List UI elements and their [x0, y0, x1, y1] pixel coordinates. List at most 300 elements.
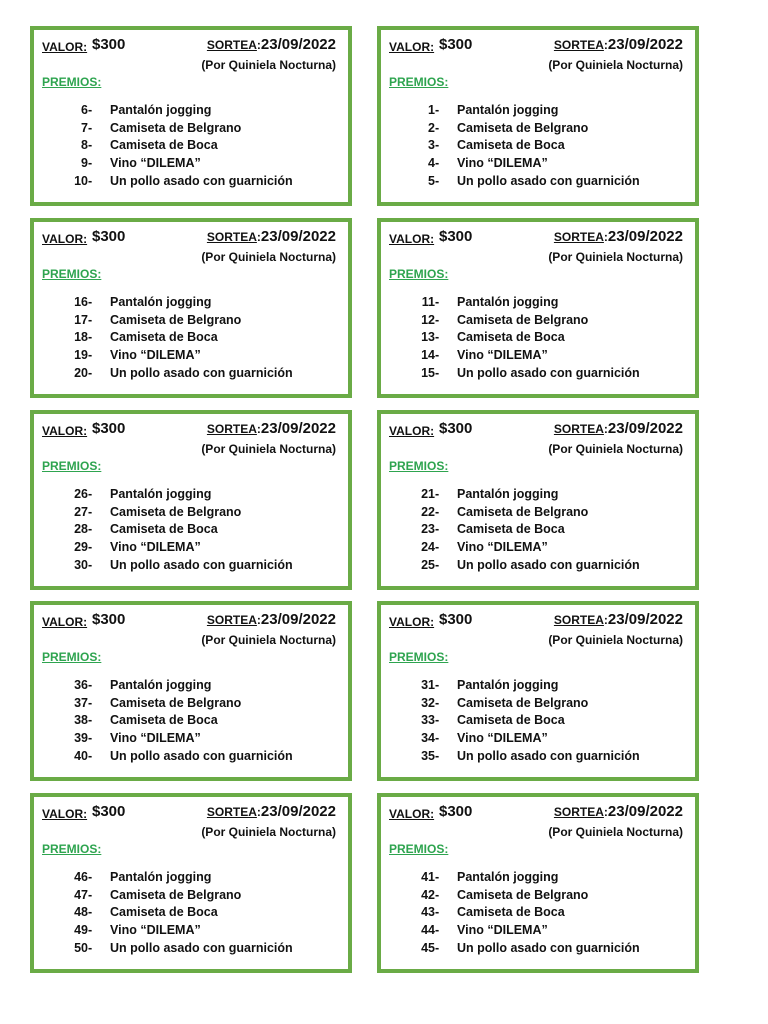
- prize-dash: -: [435, 348, 440, 363]
- sortea-info: [207, 228, 336, 246]
- prize-dash: -: [435, 138, 440, 153]
- prize-item: [64, 486, 293, 504]
- prize-number: 10: [74, 173, 88, 188]
- prize-number: 32: [421, 695, 435, 710]
- prize-number: 17: [74, 312, 88, 327]
- prize-item: [64, 539, 293, 557]
- prize-number: 39: [74, 731, 88, 746]
- ticket-price: $300: [439, 611, 473, 628]
- prize-dash: -: [435, 504, 440, 519]
- prize-dash: -: [435, 365, 440, 380]
- draw-note: (Por Quiniela Nocturna): [201, 442, 336, 456]
- prize-item: [64, 102, 293, 120]
- prize-item: [64, 365, 293, 383]
- sortea-colon: :: [603, 230, 608, 244]
- ticket-header: [42, 803, 336, 823]
- prize-list: [64, 294, 293, 382]
- prize-name: Pantalón jogging: [457, 487, 559, 501]
- prize-number: 16: [74, 295, 88, 309]
- valor-label: VALOR:: [389, 424, 435, 438]
- sortea-info: [207, 611, 336, 629]
- prize-dash: -: [88, 870, 93, 884]
- raffle-ticket-5: [30, 410, 352, 590]
- draw-date: 23/09/2022: [607, 228, 683, 245]
- prize-name: Camiseta de Boca: [110, 330, 218, 345]
- prize-dash: -: [88, 348, 93, 363]
- raffle-ticket-1: [30, 26, 352, 206]
- prize-name: Un pollo asado con guarnición: [110, 173, 293, 188]
- ticket-price: $300: [92, 36, 126, 53]
- prize-number: 36: [74, 678, 88, 692]
- prize-number: 19: [74, 348, 88, 363]
- prize-dash: -: [88, 748, 93, 763]
- valor-label: VALOR:: [42, 40, 88, 54]
- prize-number: 45: [421, 940, 435, 955]
- draw-note: (Por Quiniela Nocturna): [548, 442, 683, 456]
- sortea-colon: :: [256, 38, 261, 52]
- sortea-colon: :: [256, 805, 261, 819]
- prize-item: [411, 869, 640, 887]
- sortea-info: [554, 420, 683, 438]
- sortea-info: [554, 611, 683, 629]
- prize-dash: -: [435, 695, 440, 710]
- valor-label: VALOR:: [389, 615, 435, 629]
- prize-name: Camiseta de Boca: [457, 330, 565, 345]
- prize-item: [411, 329, 640, 347]
- draw-date: 23/09/2022: [260, 803, 336, 820]
- prize-item: [64, 347, 293, 365]
- sortea-label: SORTEA: [206, 613, 257, 627]
- sortea-colon: :: [256, 613, 261, 627]
- prize-number: 20: [74, 365, 88, 380]
- prize-dash: -: [88, 295, 93, 309]
- raffle-ticket-7: [30, 601, 352, 781]
- prize-dash: -: [88, 731, 93, 746]
- valor-label: VALOR:: [42, 615, 88, 629]
- prize-name: Camiseta de Belgrano: [457, 312, 589, 327]
- prize-number: 27: [74, 504, 88, 519]
- prize-dash: -: [435, 748, 440, 763]
- prize-item: [411, 102, 640, 120]
- prize-item: [411, 748, 640, 766]
- prize-item: [64, 557, 293, 575]
- prize-name: Vino “DILEMA”: [457, 731, 548, 746]
- prize-list: [411, 102, 640, 190]
- prize-name: Camiseta de Boca: [110, 522, 218, 537]
- ticket-price: $300: [92, 803, 126, 820]
- draw-note: (Por Quiniela Nocturna): [548, 633, 683, 647]
- prize-name: Pantalón jogging: [110, 103, 212, 117]
- prize-dash: -: [88, 522, 93, 537]
- draw-note: (Por Quiniela Nocturna): [548, 250, 683, 264]
- prize-name: Vino “DILEMA”: [110, 156, 201, 171]
- prize-dash: -: [435, 557, 440, 572]
- draw-date: 23/09/2022: [607, 803, 683, 820]
- prize-name: Pantalón jogging: [457, 295, 559, 309]
- prize-number: 37: [74, 695, 88, 710]
- prize-dash: -: [435, 940, 440, 955]
- prize-list: [411, 486, 640, 574]
- prize-number: 7: [81, 120, 88, 135]
- prize-item: [64, 869, 293, 887]
- ticket-header: [42, 611, 336, 631]
- sortea-label: SORTEA: [206, 422, 257, 436]
- prize-name: Camiseta de Belgrano: [110, 887, 242, 902]
- prize-list: [411, 677, 640, 765]
- sortea-label: SORTEA: [553, 230, 604, 244]
- prize-number: 41: [421, 870, 435, 884]
- ticket-header: [42, 36, 336, 56]
- prize-item: [411, 347, 640, 365]
- prize-dash: -: [435, 713, 440, 728]
- ticket-header: [42, 420, 336, 440]
- premios-label: PREMIOS:: [42, 459, 102, 473]
- sortea-colon: :: [256, 230, 261, 244]
- prize-name: Pantalón jogging: [457, 870, 559, 884]
- prize-item: [64, 155, 293, 173]
- prize-dash: -: [88, 923, 93, 938]
- valor-label: VALOR:: [42, 232, 88, 246]
- draw-note: (Por Quiniela Nocturna): [548, 58, 683, 72]
- valor-label: VALOR:: [42, 807, 88, 821]
- prize-name: Vino “DILEMA”: [457, 348, 548, 363]
- prize-name: Camiseta de Boca: [110, 905, 218, 920]
- prize-dash: -: [88, 330, 93, 345]
- prize-name: Camiseta de Belgrano: [110, 120, 242, 135]
- prize-item: [411, 173, 640, 191]
- prize-item: [411, 521, 640, 539]
- prize-name: Un pollo asado con guarnición: [110, 557, 293, 572]
- ticket-price: $300: [92, 420, 126, 437]
- prize-name: Camiseta de Belgrano: [457, 120, 589, 135]
- prize-list: [411, 869, 640, 957]
- prize-number: 1: [428, 103, 435, 117]
- prize-item: [64, 677, 293, 695]
- draw-note: (Por Quiniela Nocturna): [548, 825, 683, 839]
- prize-item: [64, 887, 293, 905]
- prize-name: Camiseta de Belgrano: [457, 887, 589, 902]
- sortea-colon: :: [603, 805, 608, 819]
- prize-name: Un pollo asado con guarnición: [457, 557, 640, 572]
- prize-number: 42: [421, 887, 435, 902]
- prize-number: 12: [421, 312, 435, 327]
- premios-label: PREMIOS:: [42, 75, 102, 89]
- raffle-ticket-4: [377, 218, 699, 398]
- prize-name: Camiseta de Belgrano: [110, 504, 242, 519]
- prize-item: [64, 712, 293, 730]
- sortea-info: [554, 36, 683, 54]
- sortea-info: [554, 803, 683, 821]
- ticket-price: $300: [439, 36, 473, 53]
- prize-number: 43: [421, 905, 435, 920]
- ticket-header: [389, 803, 683, 823]
- sortea-label: SORTEA: [553, 422, 604, 436]
- prize-item: [64, 940, 293, 958]
- valor-label: VALOR:: [389, 807, 435, 821]
- ticket-price: $300: [439, 420, 473, 437]
- prize-item: [64, 521, 293, 539]
- prize-item: [411, 557, 640, 575]
- prize-number: 18: [74, 330, 88, 345]
- valor-label: VALOR:: [389, 40, 435, 54]
- premios-label: PREMIOS:: [389, 267, 449, 281]
- prize-item: [64, 137, 293, 155]
- sortea-label: SORTEA: [553, 38, 604, 52]
- prize-number: 21: [421, 487, 435, 501]
- prize-dash: -: [88, 713, 93, 728]
- prize-name: Camiseta de Boca: [110, 138, 218, 153]
- prize-item: [411, 730, 640, 748]
- prize-item: [411, 712, 640, 730]
- prize-number: 26: [74, 487, 88, 501]
- prize-dash: -: [88, 905, 93, 920]
- draw-date: 23/09/2022: [607, 611, 683, 628]
- ticket-header: [389, 420, 683, 440]
- prize-item: [411, 137, 640, 155]
- prize-item: [411, 504, 640, 522]
- draw-date: 23/09/2022: [607, 420, 683, 437]
- prize-dash: -: [435, 731, 440, 746]
- prize-dash: -: [435, 330, 440, 345]
- prize-dash: -: [88, 487, 93, 501]
- prize-item: [64, 312, 293, 330]
- sortea-info: [207, 36, 336, 54]
- premios-label: PREMIOS:: [389, 75, 449, 89]
- prize-name: Un pollo asado con guarnición: [110, 748, 293, 763]
- prize-item: [64, 748, 293, 766]
- draw-date: 23/09/2022: [260, 36, 336, 53]
- prize-dash: -: [88, 173, 93, 188]
- prize-name: Vino “DILEMA”: [110, 923, 201, 938]
- ticket-header: [42, 228, 336, 248]
- prize-name: Pantalón jogging: [110, 870, 212, 884]
- prize-item: [411, 294, 640, 312]
- prize-item: [411, 120, 640, 138]
- prize-name: Camiseta de Belgrano: [457, 504, 589, 519]
- draw-note: (Por Quiniela Nocturna): [201, 58, 336, 72]
- prize-item: [64, 294, 293, 312]
- prize-name: Camiseta de Boca: [457, 522, 565, 537]
- prize-name: Vino “DILEMA”: [110, 348, 201, 363]
- prize-item: [411, 904, 640, 922]
- prize-number: 29: [74, 540, 88, 555]
- valor-label: VALOR:: [42, 424, 88, 438]
- prize-name: Un pollo asado con guarnición: [457, 940, 640, 955]
- prize-name: Vino “DILEMA”: [110, 540, 201, 555]
- prize-dash: -: [88, 678, 93, 692]
- prize-name: Pantalón jogging: [457, 103, 559, 117]
- prize-item: [64, 695, 293, 713]
- prize-dash: -: [435, 295, 440, 309]
- prize-dash: -: [88, 540, 93, 555]
- prize-item: [64, 904, 293, 922]
- prize-item: [64, 173, 293, 191]
- prize-dash: -: [88, 365, 93, 380]
- sortea-colon: :: [603, 613, 608, 627]
- prize-name: Pantalón jogging: [457, 678, 559, 692]
- sortea-info: [207, 803, 336, 821]
- prize-dash: -: [88, 138, 93, 153]
- draw-date: 23/09/2022: [260, 228, 336, 245]
- prize-item: [411, 365, 640, 383]
- prize-item: [64, 504, 293, 522]
- prize-name: Pantalón jogging: [110, 487, 212, 501]
- draw-date: 23/09/2022: [260, 611, 336, 628]
- prize-number: 46: [74, 870, 88, 884]
- prize-dash: -: [88, 557, 93, 572]
- prize-name: Camiseta de Boca: [457, 713, 565, 728]
- sortea-info: [207, 420, 336, 438]
- draw-note: (Por Quiniela Nocturna): [201, 633, 336, 647]
- draw-date: 23/09/2022: [260, 420, 336, 437]
- prize-dash: -: [435, 923, 440, 938]
- prize-dash: -: [88, 156, 93, 171]
- raffle-ticket-8: [377, 601, 699, 781]
- prize-list: [64, 869, 293, 957]
- sortea-info: [554, 228, 683, 246]
- prize-number: 34: [421, 731, 435, 746]
- prize-dash: -: [435, 103, 440, 117]
- prize-list: [411, 294, 640, 382]
- prize-name: Un pollo asado con guarnición: [110, 365, 293, 380]
- prize-item: [64, 120, 293, 138]
- prize-number: 23: [421, 522, 435, 537]
- prize-number: 24: [421, 540, 435, 555]
- prize-dash: -: [435, 173, 440, 188]
- prize-name: Pantalón jogging: [110, 295, 212, 309]
- prize-number: 4: [428, 156, 435, 171]
- prize-item: [411, 940, 640, 958]
- ticket-price: $300: [92, 228, 126, 245]
- premios-label: PREMIOS:: [42, 267, 102, 281]
- prize-dash: -: [88, 695, 93, 710]
- prize-name: Un pollo asado con guarnición: [457, 365, 640, 380]
- prize-item: [411, 695, 640, 713]
- prize-dash: -: [435, 522, 440, 537]
- premios-label: PREMIOS:: [42, 650, 102, 664]
- prize-list: [64, 677, 293, 765]
- prize-item: [64, 922, 293, 940]
- prize-dash: -: [435, 120, 440, 135]
- prize-number: 38: [74, 713, 88, 728]
- prize-dash: -: [435, 156, 440, 171]
- prize-number: 11: [421, 295, 435, 309]
- prize-number: 28: [74, 522, 88, 537]
- prize-number: 30: [74, 557, 88, 572]
- prize-number: 49: [74, 923, 88, 938]
- prize-number: 44: [421, 923, 435, 938]
- prize-dash: -: [88, 120, 93, 135]
- prize-name: Pantalón jogging: [110, 678, 212, 692]
- ticket-header: [389, 228, 683, 248]
- prize-item: [64, 329, 293, 347]
- prize-item: [64, 730, 293, 748]
- prize-number: 48: [74, 905, 88, 920]
- prize-dash: -: [88, 504, 93, 519]
- prize-dash: -: [435, 887, 440, 902]
- prize-number: 33: [421, 713, 435, 728]
- draw-date: 23/09/2022: [607, 36, 683, 53]
- prize-dash: -: [88, 940, 93, 955]
- prize-dash: -: [88, 103, 93, 117]
- prize-number: 3: [428, 138, 435, 153]
- prize-number: 14: [421, 348, 435, 363]
- ticket-price: $300: [92, 611, 126, 628]
- prize-name: Un pollo asado con guarnición: [457, 173, 640, 188]
- sortea-label: SORTEA: [553, 805, 604, 819]
- valor-label: VALOR:: [389, 232, 435, 246]
- prize-dash: -: [435, 905, 440, 920]
- prize-number: 25: [421, 557, 435, 572]
- prize-dash: -: [435, 870, 440, 884]
- prize-dash: -: [88, 312, 93, 327]
- premios-label: PREMIOS:: [389, 459, 449, 473]
- sortea-label: SORTEA: [206, 230, 257, 244]
- raffle-ticket-3: [30, 218, 352, 398]
- ticket-header: [389, 611, 683, 631]
- prize-number: 15: [421, 365, 435, 380]
- ticket-price: $300: [439, 803, 473, 820]
- ticket-header: [389, 36, 683, 56]
- prize-name: Vino “DILEMA”: [110, 731, 201, 746]
- prize-name: Camiseta de Belgrano: [457, 695, 589, 710]
- prize-name: Camiseta de Belgrano: [110, 695, 242, 710]
- premios-label: PREMIOS:: [389, 842, 449, 856]
- prize-item: [411, 486, 640, 504]
- prize-item: [411, 312, 640, 330]
- prize-number: 8: [81, 138, 88, 153]
- prize-number: 31: [421, 678, 435, 692]
- premios-label: PREMIOS:: [389, 650, 449, 664]
- premios-label: PREMIOS:: [42, 842, 102, 856]
- raffle-ticket-2: [377, 26, 699, 206]
- draw-note: (Por Quiniela Nocturna): [201, 250, 336, 264]
- prize-number: 9: [81, 156, 88, 171]
- prize-number: 22: [421, 504, 435, 519]
- prize-name: Vino “DILEMA”: [457, 540, 548, 555]
- sortea-colon: :: [603, 422, 608, 436]
- sortea-label: SORTEA: [553, 613, 604, 627]
- prize-item: [411, 887, 640, 905]
- prize-name: Vino “DILEMA”: [457, 923, 548, 938]
- raffle-ticket-10: [377, 793, 699, 973]
- prize-name: Un pollo asado con guarnición: [457, 748, 640, 763]
- prize-number: 40: [74, 748, 88, 763]
- prize-name: Vino “DILEMA”: [457, 156, 548, 171]
- raffle-ticket-9: [30, 793, 352, 973]
- prize-item: [411, 539, 640, 557]
- prize-dash: -: [88, 887, 93, 902]
- prize-dash: -: [435, 487, 440, 501]
- raffle-ticket-6: [377, 410, 699, 590]
- prize-name: Camiseta de Boca: [457, 905, 565, 920]
- prize-dash: -: [435, 540, 440, 555]
- ticket-price: $300: [439, 228, 473, 245]
- prize-list: [64, 486, 293, 574]
- draw-note: (Por Quiniela Nocturna): [201, 825, 336, 839]
- prize-name: Un pollo asado con guarnición: [110, 940, 293, 955]
- prize-number: 47: [74, 887, 88, 902]
- sortea-label: SORTEA: [206, 805, 257, 819]
- prize-item: [411, 922, 640, 940]
- sortea-label: SORTEA: [206, 38, 257, 52]
- prize-dash: -: [435, 312, 440, 327]
- prize-name: Camiseta de Boca: [110, 713, 218, 728]
- prize-dash: -: [435, 678, 440, 692]
- prize-item: [411, 677, 640, 695]
- prize-item: [411, 155, 640, 173]
- prize-number: 2: [428, 120, 435, 135]
